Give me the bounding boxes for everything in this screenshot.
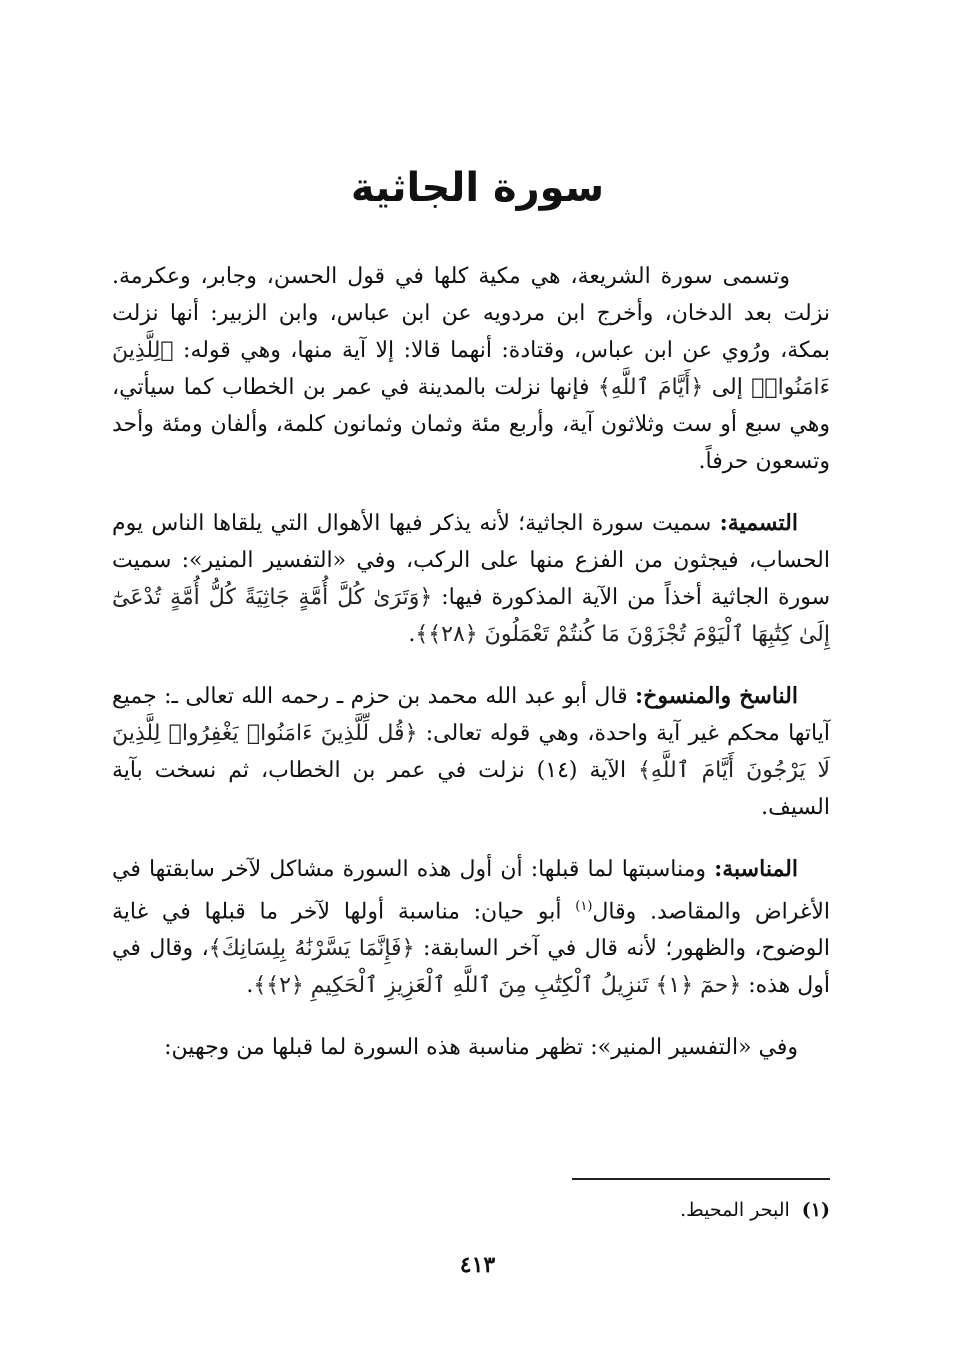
quran-quote: ﴿حمٓ ﴿١﴾ تَنزِيلُ ٱلْكِتَٰبِ مِنَ ٱللَّهِ ٱلْعَزِيزِ ٱلْحَكِيمِ ﴿٢﴾﴾ — [253, 973, 742, 999]
naming-text-2: . — [408, 622, 416, 647]
abrogation-text-2: الآية (١٤) نزلت في عمر بن الخطاب، ثم نسخت بآية السيف. — [112, 758, 830, 820]
footnote-text: البحر المحيط. — [680, 1199, 790, 1221]
closing-paragraph — [112, 1029, 830, 1066]
intro-text-2: إلى — [703, 375, 752, 400]
naming-heading: التسمية: — [719, 510, 798, 536]
relevance-heading: المناسبة: — [714, 856, 798, 882]
footnote-reference[interactable]: (١) — [575, 899, 593, 914]
intro-paragraph — [112, 258, 830, 480]
abrogation-paragraph — [112, 678, 830, 826]
quran-quote: ﴿قُل لِّلَّذِينَ ءَامَنُوا۟ يَغْفِرُوا۟ لِلَّذِينَ لَا يَرْجُونَ أَيَّامَ ٱللَّهِ﴾ — [112, 721, 830, 783]
closing-text: وفي «التفسير المنير»: تظهر مناسبة هذه السورة لما قبلها من وجهين: — [164, 1035, 798, 1061]
abrogation-text-1: قال أبو عبد الله محمد بن حزم ـ رحمه الله تعالى ـ: جميع آياتها محكم غير آية واحدة، وهي قوله تعالى: — [112, 684, 830, 746]
relevance-text-4: . — [246, 973, 254, 999]
footnote — [680, 1195, 830, 1225]
intro-text-3: فإنها نزلت بالمدينة في عمر بن الخطاب كما سيأتي، وهي سبع أو ست وثلاثون آية، وأربع مئة وثمان وثمانون كلمة، وألفان ومئة وأحد وتسعون حرفاً. — [112, 375, 830, 474]
footnote-number: (١) — [801, 1199, 830, 1221]
quran-quote: ﴿وَتَرَىٰ كُلَّ أُمَّةٍ جَاثِيَةً كُلُّ أُمَّةٍ تُدْعَىٰٓ إِلَىٰ كِتَٰبِهَا ٱلْيَوْمَ تُجْزَوْنَ مَا كُنتُمْ تَعْمَلُونَ ﴿٢٨﴾﴾ — [112, 585, 830, 647]
relevance-paragraph — [112, 851, 830, 1004]
relevance-text-3: ، وقال في أول هذه: — [112, 936, 830, 999]
quran-quote: ﴿فَإِنَّمَا يَسَّرْنَٰهُ بِلِسَانِكَ﴾ — [208, 936, 415, 962]
body-text — [112, 258, 830, 1091]
relevance-text-1: ومناسبتها لما قبلها: أن أول هذه السورة مشاكل لآخر سابقتها في الأغراض والمقاصد. وقال — [112, 857, 830, 925]
naming-text-1: سميت سورة الجاثية؛ لأنه يذكر فيها الأهوال التي يلقاها الناس يوم الحساب، فيجثون من الفزع منها على الركب، وفي «التفسير المنير»: سميت سورة الجاثية أخذاً من الآية المذكورة فيها: — [112, 511, 831, 610]
intro-text-1: وتسمى سورة الشريعة، هي مكية كلها في قول الحسن، وجابر، وعكرمة. نزلت بعد الدخان، وأخرج ابن مردويه عن ابن عباس، وابن الزبير: أنها نزلت بمكة، ورُوي عن ابن عباس، وقتادة: أنهما قالا: إلا آية منها، وهي قوله: — [112, 264, 830, 363]
footnote-divider — [572, 1178, 830, 1180]
quran-quote: ﴿أَيَّامَ ٱللَّهِ﴾ — [597, 375, 704, 400]
page-number: ٤١٣ — [459, 1252, 496, 1278]
surah-title: سورة الجاثية — [350, 165, 605, 211]
naming-paragraph — [112, 505, 830, 653]
relevance-text-2: أبو حيان: مناسبة أولها لآخر ما قبلها في غاية الوضوح، والظهور؛ لأنه قال في آخر السابقة: — [112, 899, 830, 962]
quran-quote: ﴿لِلَّذِينَ ءَامَنُوا۟﴾ — [112, 338, 830, 400]
abrogation-heading: الناسخ والمنسوخ: — [635, 683, 799, 709]
